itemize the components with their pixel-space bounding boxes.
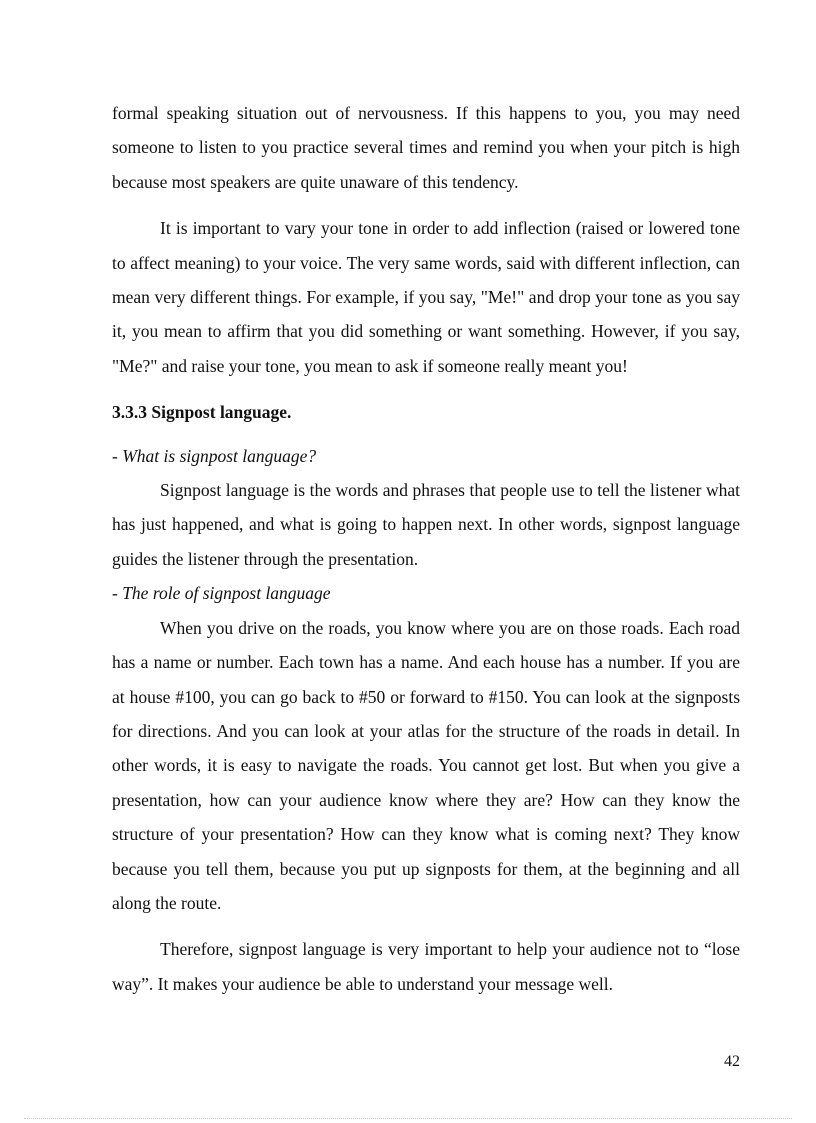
paragraph-conclusion: Therefore, signpost language is very important to help your audience not to “lose way”. It makes your audience be able to understand your message well. — [112, 939, 740, 994]
page-content — [112, 96, 740, 1001]
paragraph-signpost-definition: Signpost language is the words and phrases that people use to tell the listener what has just happened, and what is going to happen next. In other words, signpost language guides the listener through the presentation. — [112, 480, 740, 569]
page-number: 42 — [724, 1053, 740, 1070]
subheading-role-of-signpost: - The role of signpost language — [112, 583, 331, 604]
section-heading: 3.3.3 Signpost language. — [112, 402, 292, 423]
paragraph-pitch-nervousness: formal speaking situation out of nervousness. If this happens to you, you may need someone to listen to you practice several times and remind you when your pitch is high because most speakers are quite unaware of this tendency. — [112, 103, 740, 192]
subheading-what-is-signpost: - What is signpost language? — [112, 445, 317, 466]
page-bottom-divider — [24, 1118, 792, 1119]
paragraph-tone-inflection: It is important to vary your tone in order to add inflection (raised or lowered tone to affect meaning) to your voice. The very same words, said with different inflection, can mean very different things. For example, if you say, "Me!" and drop your tone as you say it, you mean to affirm that you did something or want something. However, if you say, "Me?" and raise your tone, you mean to ask if someone really meant you! — [112, 218, 740, 376]
paragraph-roads-analogy: When you drive on the roads, you know where you are on those roads. Each road has a name or number. Each town has a name. And each house has a number. If you are at house #100, you can go back to #50 or forward to #150. You can look at the signposts for directions. And you can look at your atlas for the structure of the roads in detail. In other words, it is easy to navigate the roads. You cannot get lost. But when you give a presentation, how can your audience know where they are? How can they know the structure of your presentation? How can they know what is coming next? They know because you tell them, because you put up signposts for them, at the beginning and all along the route. — [112, 617, 740, 913]
